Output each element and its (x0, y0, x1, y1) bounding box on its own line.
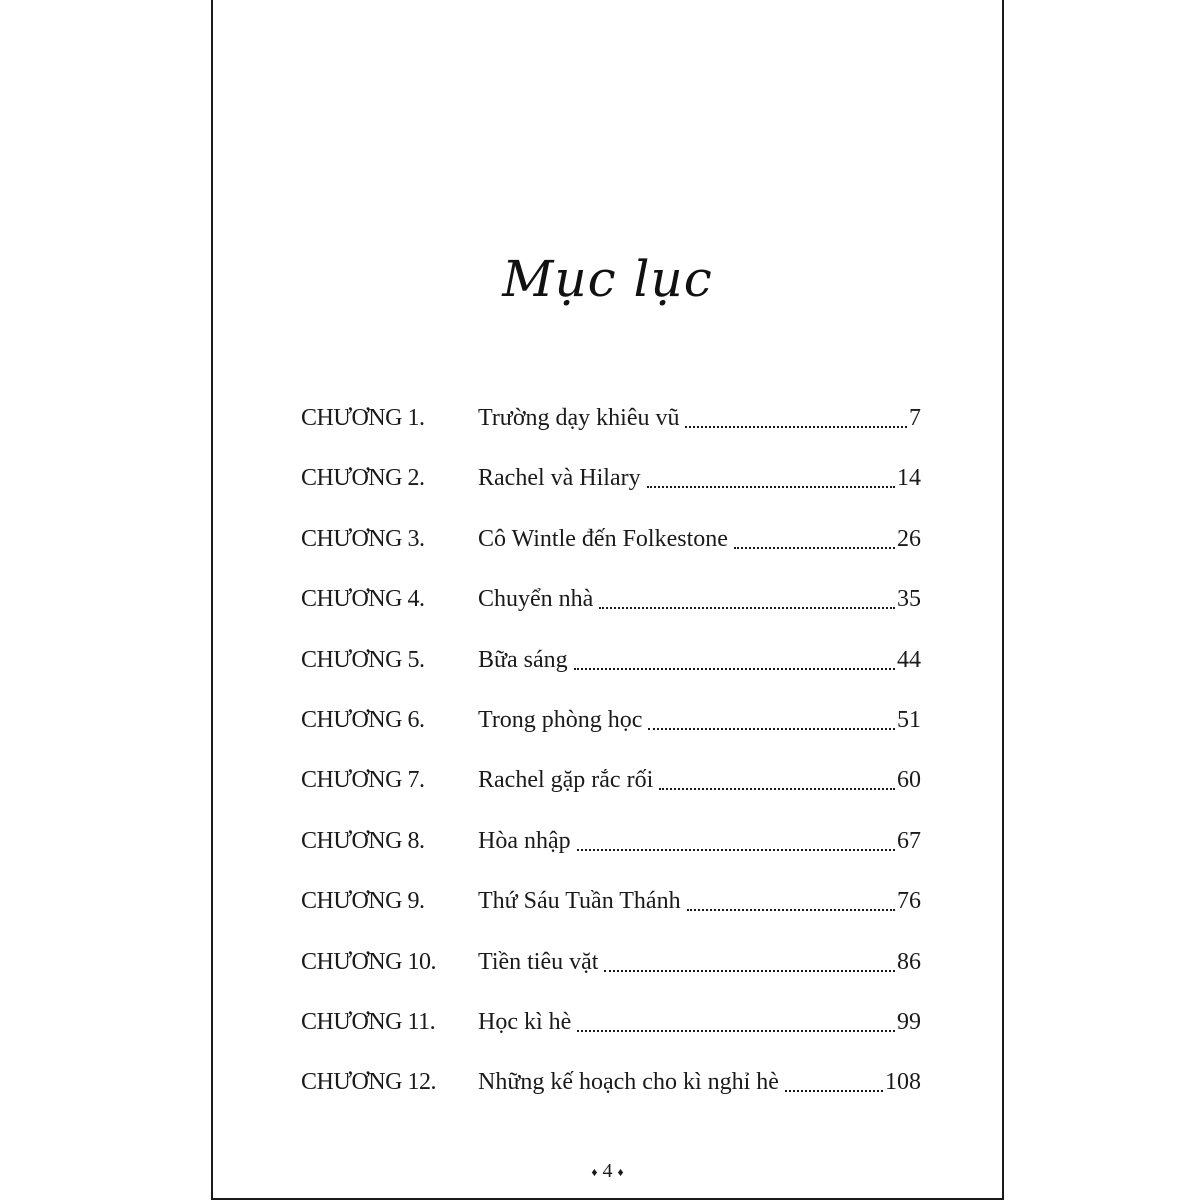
chapter-title: Những kế hoạch cho kì nghỉ hè (478, 1069, 779, 1096)
toc-entry (478, 571, 921, 627)
chapter-number: CHƯƠNG 12. (301, 1069, 436, 1096)
toc-row (301, 692, 921, 752)
toc-entry (478, 813, 921, 869)
footer-page-number: 4 (602, 1160, 613, 1182)
toc-entry (478, 450, 921, 506)
toc-row (301, 390, 921, 450)
dot-leader (604, 970, 895, 972)
toc-row (301, 934, 921, 994)
page-number: 51 (897, 706, 921, 733)
chapter-number: CHƯƠNG 7. (301, 767, 425, 794)
page-number: 35 (897, 586, 921, 613)
toc-entry (478, 692, 921, 748)
page-number: 14 (897, 465, 921, 492)
toc-row (301, 873, 921, 933)
chapter-number: CHƯƠNG 2. (301, 465, 425, 492)
toc-row (301, 752, 921, 812)
page-number: 7 (909, 405, 921, 431)
page-number: 99 (897, 1008, 921, 1035)
toc-entry (478, 752, 921, 808)
toc-row (301, 1054, 921, 1114)
toc-entry (478, 994, 921, 1050)
chapter-number: CHƯƠNG 5. (301, 646, 425, 673)
chapter-number: CHƯƠNG 11. (301, 1008, 436, 1035)
toc-entry (478, 511, 921, 567)
table-of-contents (301, 390, 921, 1115)
diamond-icon: ♦ (617, 1164, 624, 1179)
chapter-title: Rachel gặp rắc rối (478, 767, 654, 794)
dot-leader (687, 909, 895, 911)
chapter-number: CHƯƠNG 10. (301, 948, 436, 975)
chapter-title: Trong phòng học (478, 706, 643, 733)
toc-row (301, 994, 921, 1054)
chapter-title: Rachel và Hilary (478, 465, 641, 492)
chapter-title: Tiền tiêu vặt (478, 948, 599, 975)
chapter-title: Hòa nhập (478, 827, 571, 854)
chapter-number: CHƯƠNG 8. (301, 827, 425, 854)
dot-leader (734, 547, 895, 549)
toc-entry (478, 873, 921, 929)
chapter-title: Cô Wintle đến Folkestone (478, 525, 728, 552)
page-number: 108 (885, 1069, 921, 1096)
page-title: Mục lục (502, 250, 713, 308)
page-number: 76 (897, 888, 921, 915)
chapter-title: Thứ Sáu Tuần Thánh (478, 888, 681, 915)
toc-row (301, 450, 921, 510)
dot-leader (659, 788, 895, 790)
toc-row (301, 813, 921, 873)
chapter-title: Chuyển nhà (478, 586, 594, 613)
chapter-number: CHƯƠNG 3. (301, 525, 425, 552)
toc-entry (478, 1054, 921, 1110)
diamond-icon: ♦ (591, 1164, 598, 1179)
dot-leader (648, 728, 895, 730)
chapter-number: CHƯƠNG 9. (301, 888, 425, 915)
page-footer (213, 1160, 1002, 1183)
dot-leader (785, 1090, 883, 1092)
chapter-title: Học kì hè (478, 1008, 572, 1035)
dot-leader (647, 486, 895, 488)
dot-leader (574, 668, 895, 670)
page-number: 86 (897, 948, 921, 975)
toc-entry (478, 632, 921, 688)
dot-leader (577, 849, 895, 851)
dot-leader (577, 1030, 895, 1032)
book-page (211, 0, 1004, 1200)
toc-row (301, 632, 921, 692)
dot-leader (599, 607, 895, 609)
toc-entry (478, 390, 921, 446)
toc-row (301, 511, 921, 571)
chapter-title: Bữa sáng (478, 646, 568, 673)
page-number: 67 (897, 827, 921, 854)
chapter-title: Trường dạy khiêu vũ (478, 405, 680, 431)
chapter-number: CHƯƠNG 1. (301, 405, 425, 431)
toc-row (301, 571, 921, 631)
page-number: 26 (897, 525, 921, 552)
page-number: 60 (897, 767, 921, 794)
chapter-number: CHƯƠNG 6. (301, 706, 425, 733)
toc-entry (478, 934, 921, 990)
dot-leader (685, 426, 907, 428)
chapter-number: CHƯƠNG 4. (301, 586, 425, 613)
page-number: 44 (897, 646, 921, 673)
